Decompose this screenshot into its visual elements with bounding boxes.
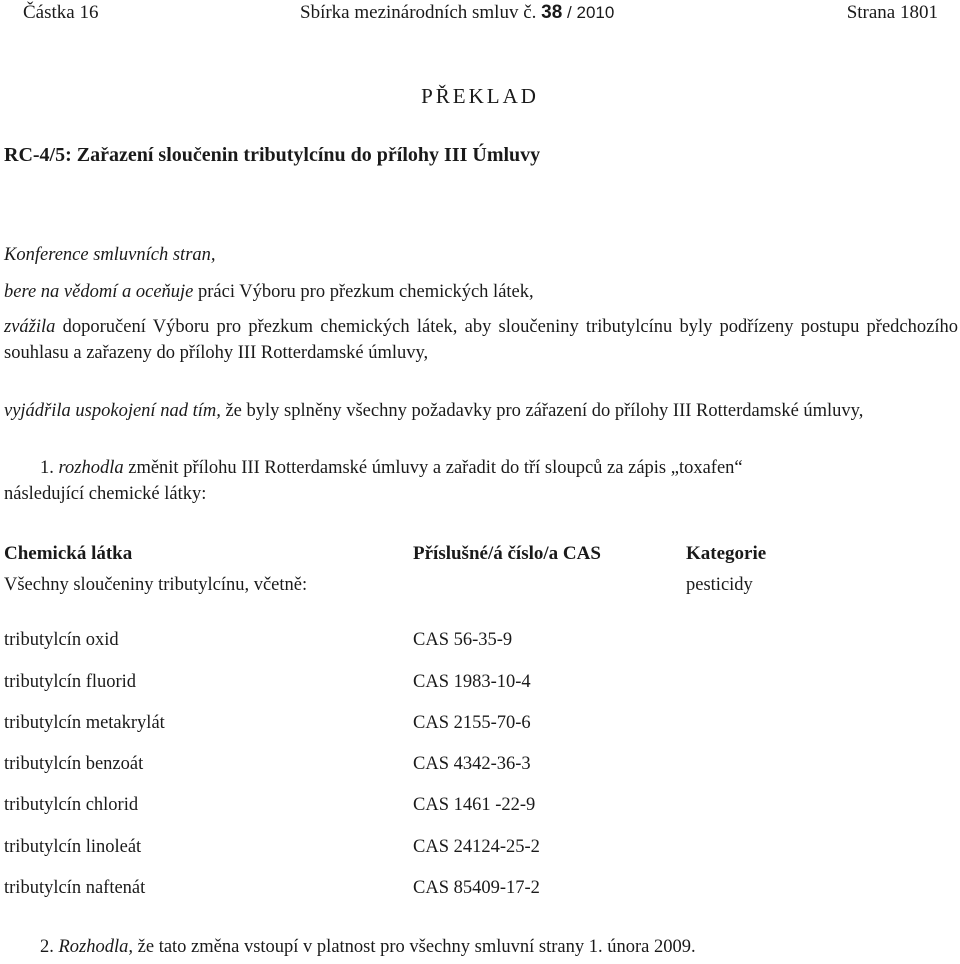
collection-number: 38 xyxy=(541,2,563,23)
table-row-substance: tributylcín chlorid xyxy=(4,795,139,815)
page-header-collection xyxy=(300,2,614,24)
table-row-substance: tributylcín benzoát xyxy=(4,754,144,774)
table-row-substance: tributylcín oxid xyxy=(4,630,119,650)
table-row-cas: CAS 2155-70-6 xyxy=(413,713,531,733)
collection-year: 2010 xyxy=(576,3,615,22)
table-group-category: pesticidy xyxy=(686,575,753,595)
paragraph-considered-text: doporučení Výboru pro přezkum chemických látek, aby sloučeniny tributylcínu byly podřízeny postupu předchozího souhlasu a zařazeny do přílohy III Rotterdamské úmluvy, xyxy=(4,317,958,363)
paragraph-satisfaction-text: že byly splněny všechny požadavky pro zářazení do přílohy III Rotterdamské úmluvy, xyxy=(220,401,864,421)
table-header-substance: Chemická látka xyxy=(4,543,133,564)
paragraph-decision-1-number: 1. xyxy=(40,458,59,478)
paragraph-conference: Konference smluvních stran, xyxy=(4,245,216,265)
table-row-cas: CAS 4342-36-3 xyxy=(413,754,531,774)
table-row-cas: CAS 1983-10-4 xyxy=(413,672,531,692)
paragraph-decision-2-lead: Rozhodla, xyxy=(58,937,134,957)
table-row-substance: tributylcín fluorid xyxy=(4,672,137,692)
paragraph-decision-1 xyxy=(4,455,788,507)
paragraph-decision-2 xyxy=(40,937,696,958)
table-header-category: Kategorie xyxy=(686,543,767,564)
paragraph-decision-2-text: že tato změna vstoupí v platnost pro všechny smluvní strany 1. února 2009. xyxy=(133,937,696,957)
table-row-cas: CAS 24124-25-2 xyxy=(413,837,540,857)
paragraph-considered-lead: zvážila xyxy=(4,317,56,337)
page-header-page-number: Strana 1801 xyxy=(846,2,938,23)
table-row-cas: CAS 85409-17-2 xyxy=(413,878,540,898)
paragraph-decision-2-number: 2. xyxy=(40,937,59,957)
paragraph-decision-1-lead: rozhodla xyxy=(58,458,124,478)
collection-title: Sbírka mezinárodních smluv č. xyxy=(300,2,537,23)
decision-heading: RC-4/5: Zařazení sloučenin tributylcínu do přílohy III Úmluvy xyxy=(4,144,541,166)
table-row-substance: tributylcín linoleát xyxy=(4,837,142,857)
paragraph-notes xyxy=(4,279,960,305)
paragraph-notes-text: práci Výboru pro přezkum chemických látek, xyxy=(193,282,534,302)
table-row-cas: CAS 1461 -22-9 xyxy=(413,795,536,815)
table-row-substance: tributylcín metakrylát xyxy=(4,713,165,733)
paragraph-notes-lead: bere na vědomí a oceňuje xyxy=(4,282,194,302)
table-row-substance: tributylcín naftenát xyxy=(4,878,146,898)
document-title: PŘEKLAD xyxy=(421,84,539,108)
paragraph-considered xyxy=(4,314,958,366)
table-row-cas: CAS 56-35-9 xyxy=(413,630,513,650)
paragraph-decision-1-text: změnit přílohu III Rotterdamské úmluvy a zařadit do tří sloupců za zápis „toxafen“ následující chemické látky: xyxy=(4,458,743,504)
table-group-substance: Všechny sloučeniny tributylcínu, včetně: xyxy=(4,575,308,595)
page-header-section: Částka 16 xyxy=(23,2,99,23)
table-header-cas: Příslušné/á číslo/a CAS xyxy=(413,543,601,564)
paragraph-satisfaction-lead: vyjádřila uspokojení nad tím, xyxy=(4,401,221,421)
paragraph-satisfaction xyxy=(4,398,958,424)
collection-separator: / xyxy=(567,3,572,22)
